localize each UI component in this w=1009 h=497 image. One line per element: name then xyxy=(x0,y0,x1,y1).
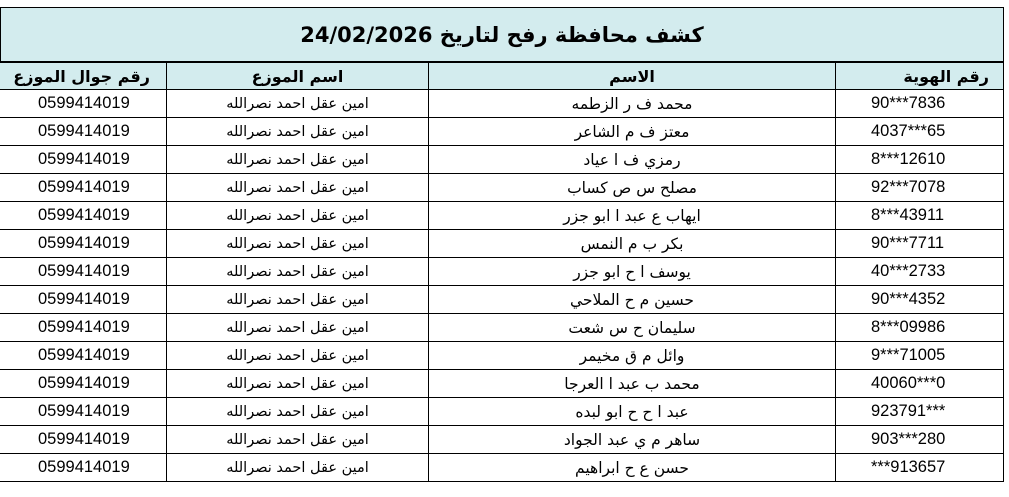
name-cell: حسين م ح الملاحي xyxy=(429,286,836,314)
name-cell: وائل م ق مخيمر xyxy=(429,342,836,370)
distributor-cell: امين عقل احمد نصرالله xyxy=(167,286,429,314)
phone-cell: 0599414019 xyxy=(0,426,167,454)
table-row xyxy=(0,118,1004,146)
distributor-cell: امين عقل احمد نصرالله xyxy=(167,258,429,286)
id-cell: 903***280 xyxy=(836,426,1004,454)
header-phone: رقم جوال الموزع xyxy=(0,63,167,90)
distributor-cell: امين عقل احمد نصرالله xyxy=(167,426,429,454)
table-row xyxy=(0,230,1004,258)
distributor-cell: امين عقل احمد نصرالله xyxy=(167,202,429,230)
table-row xyxy=(0,314,1004,342)
name-cell: معتز ف م الشاعر xyxy=(429,118,836,146)
phone-cell: 0599414019 xyxy=(0,174,167,202)
phone-cell: 0599414019 xyxy=(0,146,167,174)
id-cell: 90***7711 xyxy=(836,230,1004,258)
distributor-cell: امين عقل احمد نصرالله xyxy=(167,454,429,482)
distributor-cell: امين عقل احمد نصرالله xyxy=(167,230,429,258)
id-cell: 923791*** xyxy=(836,398,1004,426)
name-cell: محمد ف ر الزطمه xyxy=(429,90,836,118)
phone-cell: 0599414019 xyxy=(0,258,167,286)
distributor-cell: امين عقل احمد نصرالله xyxy=(167,342,429,370)
phone-cell: 0599414019 xyxy=(0,314,167,342)
name-cell: ايهاب ع عبد ا ابو جزر xyxy=(429,202,836,230)
id-cell: 90***4352 xyxy=(836,286,1004,314)
table-row xyxy=(0,342,1004,370)
name-cell: سليمان ح س شعت xyxy=(429,314,836,342)
table-row xyxy=(0,426,1004,454)
sheet-title: كشف محافظة رفح لتاريخ 24/02/2026 xyxy=(300,22,704,47)
name-cell: يوسف ا ح ابو جزر xyxy=(429,258,836,286)
header-distributor: اسم الموزع xyxy=(167,63,429,90)
table-row xyxy=(0,286,1004,314)
distributor-cell: امين عقل احمد نصرالله xyxy=(167,90,429,118)
phone-cell: 0599414019 xyxy=(0,202,167,230)
table-row xyxy=(0,90,1004,118)
name-cell: حسن ع ح ابراهيم xyxy=(429,454,836,482)
table-row xyxy=(0,202,1004,230)
table-row xyxy=(0,258,1004,286)
id-cell: 8***09986 xyxy=(836,314,1004,342)
name-cell: عبد ا ح ح ابو لبده xyxy=(429,398,836,426)
id-cell: 92***7078 xyxy=(836,174,1004,202)
table-row xyxy=(0,370,1004,398)
id-cell: 4037***65 xyxy=(836,118,1004,146)
distributor-cell: امين عقل احمد نصرالله xyxy=(167,146,429,174)
id-cell: 8***12610 xyxy=(836,146,1004,174)
phone-cell: 0599414019 xyxy=(0,118,167,146)
phone-cell: 0599414019 xyxy=(0,398,167,426)
table-header-row xyxy=(0,63,1004,90)
distributor-cell: امين عقل احمد نصرالله xyxy=(167,370,429,398)
sheet-title-bar xyxy=(0,7,1004,62)
name-cell: ساهر م ي عبد الجواد xyxy=(429,426,836,454)
beneficiaries-table xyxy=(0,62,1004,482)
distributor-cell: امين عقل احمد نصرالله xyxy=(167,398,429,426)
distribution-sheet xyxy=(0,7,1004,482)
phone-cell: 0599414019 xyxy=(0,90,167,118)
phone-cell: 0599414019 xyxy=(0,370,167,398)
id-cell: ***913657 xyxy=(836,454,1004,482)
table-row xyxy=(0,146,1004,174)
table-body xyxy=(0,90,1004,482)
name-cell: مصلح س ص كساب xyxy=(429,174,836,202)
header-id: رقم الهوية xyxy=(836,63,1004,90)
phone-cell: 0599414019 xyxy=(0,342,167,370)
table-row xyxy=(0,174,1004,202)
table-row xyxy=(0,454,1004,482)
id-cell: 9***71005 xyxy=(836,342,1004,370)
phone-cell: 0599414019 xyxy=(0,230,167,258)
id-cell: 90***7836 xyxy=(836,90,1004,118)
distributor-cell: امين عقل احمد نصرالله xyxy=(167,174,429,202)
id-cell: 40060***0 xyxy=(836,370,1004,398)
name-cell: محمد ب عبد ا العرجا xyxy=(429,370,836,398)
distributor-cell: امين عقل احمد نصرالله xyxy=(167,118,429,146)
phone-cell: 0599414019 xyxy=(0,286,167,314)
name-cell: رمزي ف ا عياد xyxy=(429,146,836,174)
distributor-cell: امين عقل احمد نصرالله xyxy=(167,314,429,342)
header-name: الاسم xyxy=(429,63,836,90)
phone-cell: 0599414019 xyxy=(0,454,167,482)
id-cell: 40***2733 xyxy=(836,258,1004,286)
id-cell: 8***43911 xyxy=(836,202,1004,230)
name-cell: بكر ب م النمس xyxy=(429,230,836,258)
table-row xyxy=(0,398,1004,426)
